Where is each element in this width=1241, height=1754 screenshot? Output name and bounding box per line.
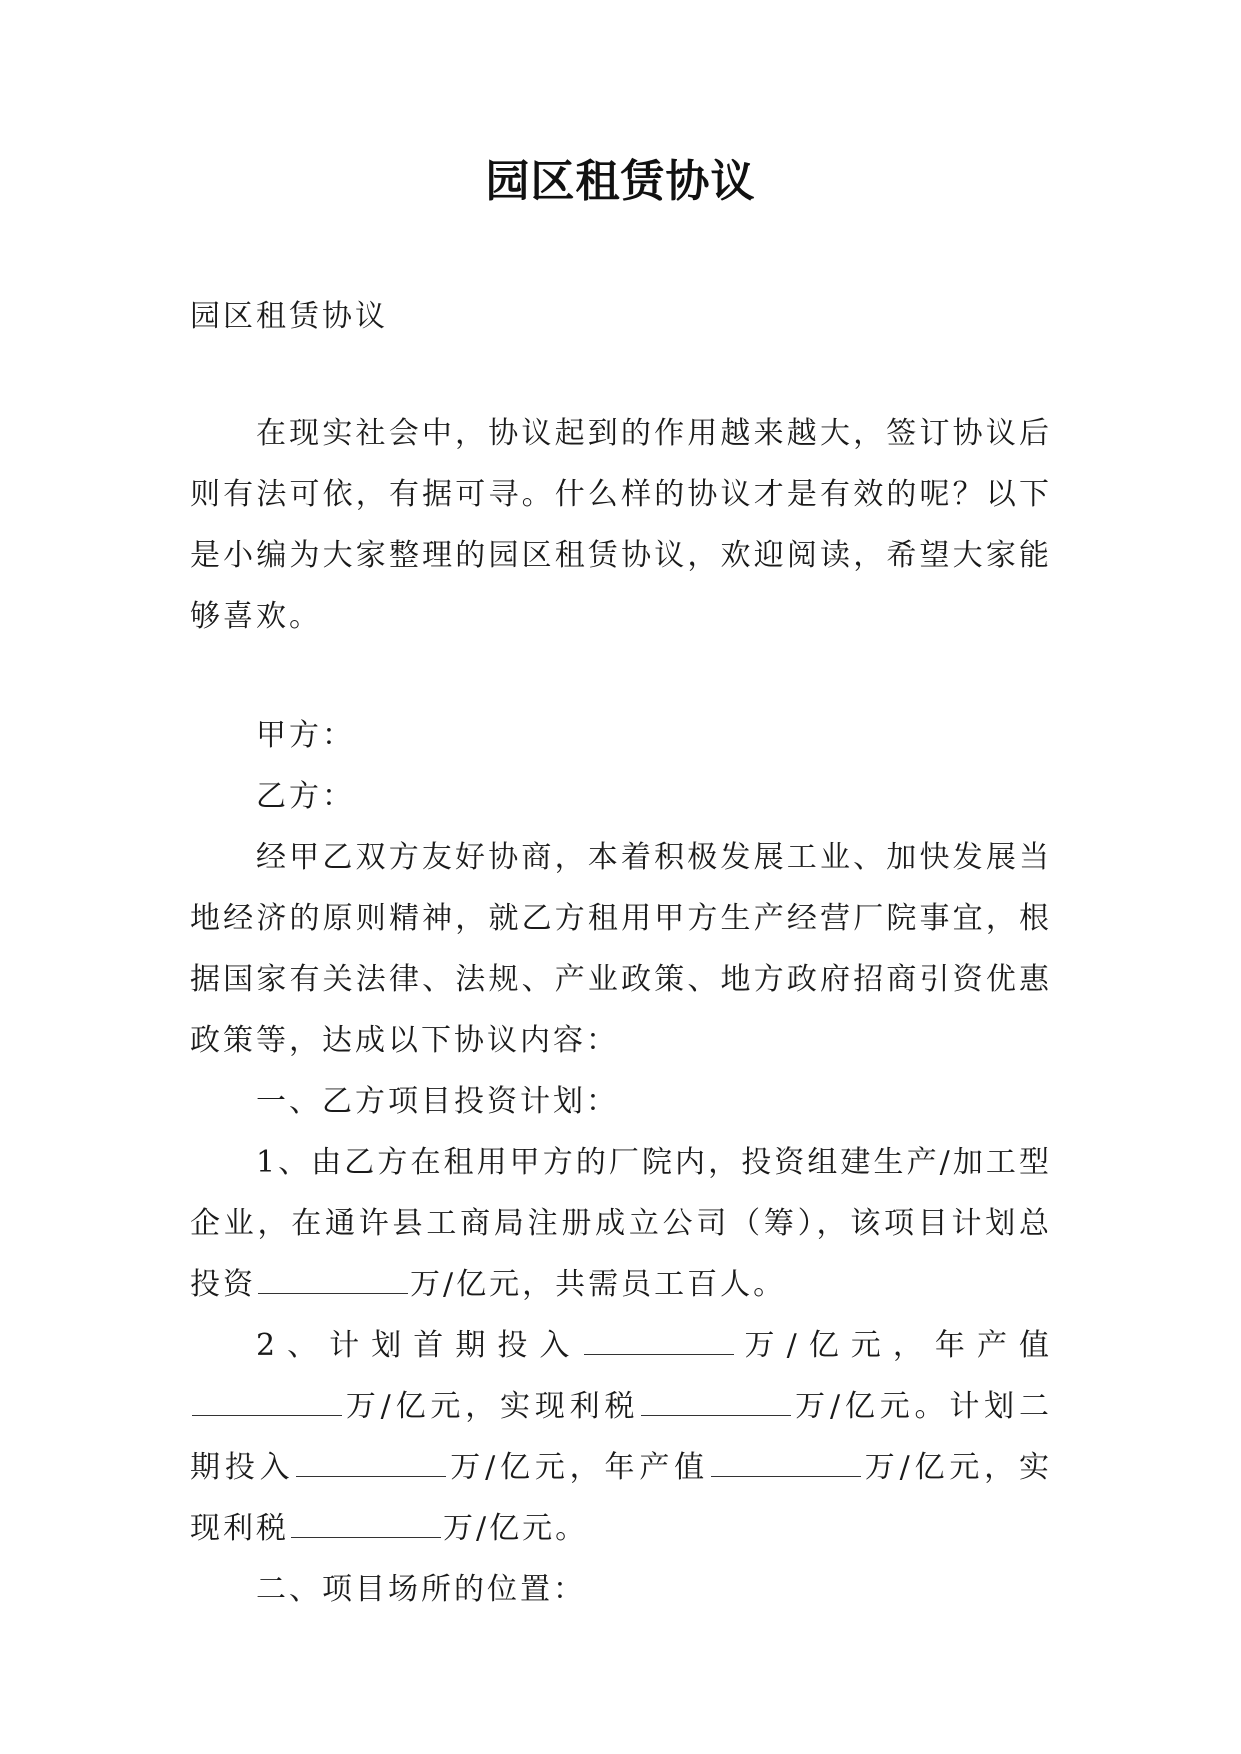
fill-blank: [641, 1382, 791, 1416]
clause-2-text-a: 2、计划首期投入: [256, 1328, 582, 1363]
section-1-heading: 一、乙方项目投资计划：: [256, 1084, 619, 1119]
fill-blank: [291, 1504, 441, 1538]
fill-blank: [584, 1321, 734, 1355]
clause-2-text-f: 万/亿元，实现利税: [190, 1450, 1053, 1546]
clause-2-text-b: 万/亿元，年产值: [735, 1328, 1053, 1363]
fill-blank: [296, 1443, 446, 1477]
section-2-heading: 二、项目场所的位置：: [256, 1572, 586, 1607]
clause-1-text-b: 万/亿元，共需员工百人。: [410, 1267, 787, 1302]
preamble-paragraph: 经甲乙双方友好协商，本着积极发展工业、加快发展当地经济的原则精神，就乙方租用甲方生产经营厂院事宜，根据国家有关法律、法规、产业政策、地方政府招商引资优惠政策等，达成以下协议内容：: [190, 840, 1052, 1058]
fill-blank: [258, 1260, 408, 1294]
party-a-line: 甲方：: [256, 718, 355, 753]
clause-2-text-d: 万/亿元。计划二期投入: [190, 1389, 1053, 1485]
document-subtitle: 园区租赁协议: [190, 299, 388, 334]
clause-2-paragraph: [190, 1315, 1052, 1559]
fill-blank: [711, 1443, 861, 1477]
fill-blank: [192, 1382, 342, 1416]
document-title: 园区租赁协议: [485, 156, 756, 207]
party-b-line: 乙方：: [256, 779, 355, 814]
clause-2-text-e: 万/亿元，年产值: [448, 1450, 709, 1485]
intro-paragraph: 在现实社会中，协议起到的作用越来越大，签订协议后则有法可依，有据可寻。什么样的协议才是有效的呢？以下是小编为大家整理的园区租赁协议，欢迎阅读，希望大家能够喜欢。: [190, 416, 1052, 634]
clause-2-text-g: 万/亿元。: [443, 1511, 589, 1546]
document-body: [190, 286, 1052, 1620]
clause-1-text-a: 1、由乙方在租用甲方的厂院内，投资组建生产/加工型企业，在通许县工商局注册成立公司（筹），该项目计划总投资: [190, 1145, 1052, 1302]
clause-1-paragraph: [190, 1132, 1052, 1315]
clause-2-text-c: 万/亿元，实现利税: [344, 1389, 640, 1424]
